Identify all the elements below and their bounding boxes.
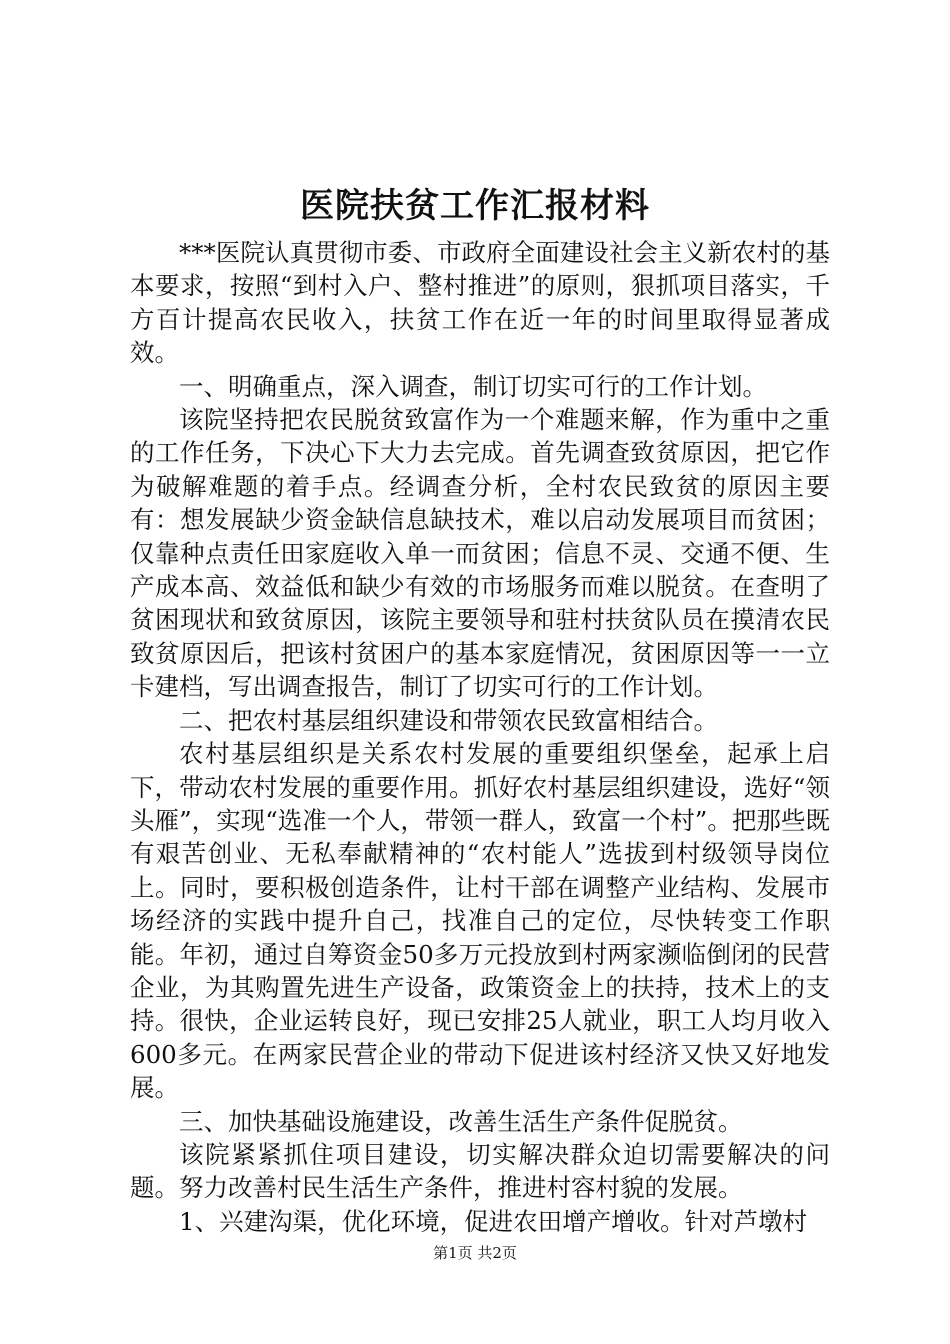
section-heading-1: 一、明确重点，深入调查，制订切实可行的工作计划。 bbox=[179, 371, 767, 401]
paragraph-intro: ***医院认真贯彻市委、市政府全面建设社会主义新农村的基本要求，按照“到村入户、整村推进”的原则，狠抓项目落实，千方百计提高农民收入，扶贫工作在近一年的时间里取得显著成效。 bbox=[130, 238, 830, 368]
document-body bbox=[130, 236, 830, 1238]
section-heading-2: 二、把农村基层组织建设和带领农民致富相结合。 bbox=[179, 705, 718, 735]
page-footer: 第1页 共2页 bbox=[433, 1244, 517, 1262]
document-title: 医院扶贫工作汇报材料 bbox=[300, 186, 650, 226]
paragraph-section-1: 该院坚持把农民脱贫致富作为一个难题来解，作为重中之重的工作任务，下决心下大力去完成。首先调查致贫原因，把它作为破解难题的着手点。经调查分析，全村农民致贫的原因主要有：想发展缺少资金缺信息缺技术，难以启动发展项目而贫困；仅靠种点责任田家庭收入单一而贫困；信息不灵、交通不便、生产成本高、效益低和缺少有效的市场服务而难以脱贫。在查明了贫困现状和致贫原因，该院主要领导和驻村扶贫队员在摸清农民致贫原因后，把该村贫困户的基本家庭情况，贫困原因等一一立卡建档，写出调查报告，制订了切实可行的工作计划。 bbox=[130, 405, 830, 702]
paragraph-item-1: 1、兴建沟渠，优化环境，促进农田增产增收。针对芦墩村 bbox=[179, 1206, 808, 1236]
paragraph-section-3: 该院紧紧抓住项目建设，切实解决群众迫切需要解决的问题。努力改善村民生活生产条件，推进村容村貌的发展。 bbox=[130, 1139, 830, 1203]
section-heading-3: 三、加快基础设施建设，改善生活生产条件促脱贫。 bbox=[179, 1106, 743, 1136]
paragraph-section-2: 农村基层组织是关系农村发展的重要组织堡垒，起承上启下，带动农村发展的重要作用。抓好农村基层组织建设，选好“领头雁”，实现“选准一个人，带领一群人，致富一个村”。把那些既有艰苦创业、无私奉献精神的“农村能人”选拔到村级领导岗位上。同时，要积极创造条件，让村干部在调整产业结构、发展市场经济的实践中提升自己，找准自己的定位，尽快转变工作职能。年初，通过自筹资金50多万元投放到村两家濒临倒闭的民营企业，为其购置先进生产设备，政策资金上的扶持，技术上的支持。很快，企业运转良好，现已安排25人就业，职工人均月收入600多元。在两家民营企业的带动下促进该村经济又快又好地发展。 bbox=[130, 739, 830, 1103]
